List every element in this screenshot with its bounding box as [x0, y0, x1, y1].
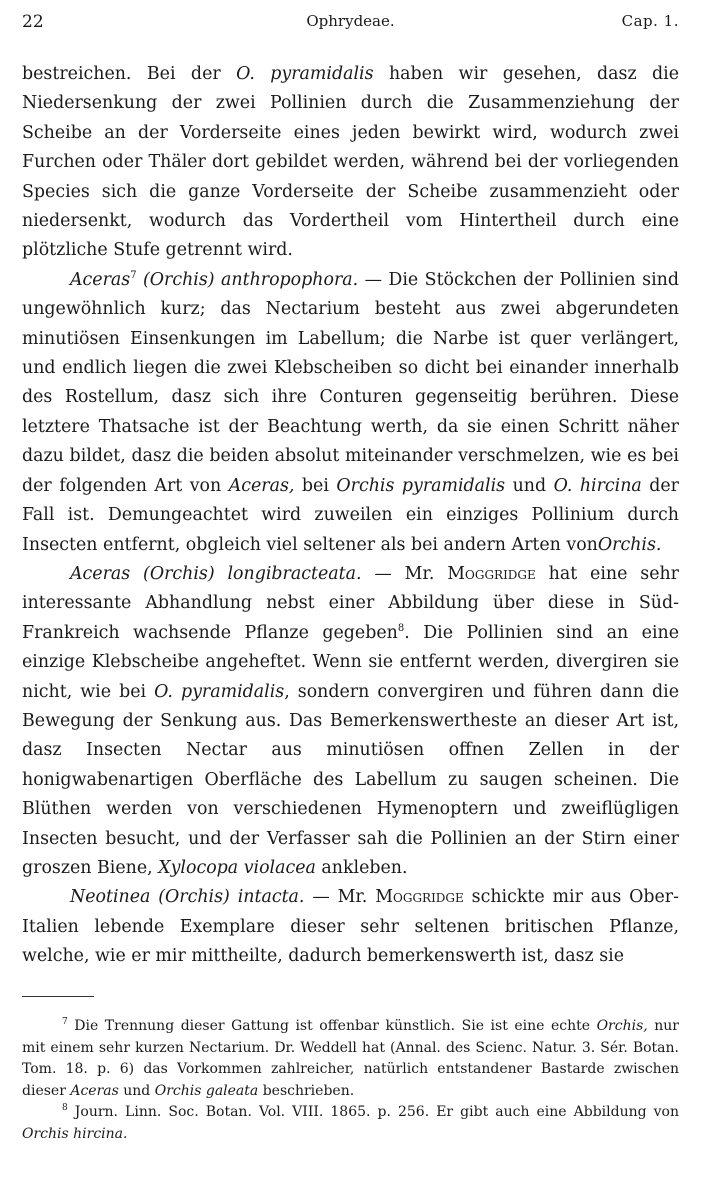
chapter-label: Cap. 1.: [621, 12, 679, 30]
paragraph-aceras-longibracteata: Aceras (Orchis) longibracteata. — Mr. Moggridge hat eine sehr interessante Abhandlung nebst einer Abbildung über diese in Süd-Frankreich wachsende Pflanze gegeben$^8$. Die Pollinien sind an eine einzige Klebscheibe angeheftet. Wenn sie entfernt werden, divergiren sie nicht, wie bei O. pyramidalis, sondern convergiren und führen dann die Bewegung der Senkung aus. Das Bemerkenswertheste an dieser Art ist, dasz Insecten Nectar aus minutiösen offnen Zellen in der honigwabenartigen Oberfläche des Labellum zu saugen scheinen. Die Blüthen werden von verschiedenen Hymenoptern und zweiflügligen Insecten besucht, und der Verfasser sah die Pollinien an der Stirn einer groszen Biene, Xylocopa violacea ankleben.: [22, 563, 679, 878]
footnote-7: $^7$ Die Trennung dieser Gattung ist offenbar künstlich. Sie ist eine echte Orchis, nur mit einem sehr kurzen Nectarium. Dr. Weddell hat (Annal. des Scienc. Natur. 3. Sér. Botan. Tom. 18. p. 6) das Vorkommen zahlreicher, natürlich entstandener Bastarde zwischen dieser Aceras und Orchis galeata beschrieben.: [22, 1017, 679, 1099]
paragraph-aceras-anthropophora: Aceras$^7$ (Orchis) anthropophora. — Die Stöckchen der Pollinien sind ungewöhnlich kurz; das Nectarium besteht aus zwei abgerundeten minutiösen Einsenkungen im Labellum; die Narbe ist quer verlängert, und endlich liegen die zwei Klebscheiben so dicht bei einander innerhalb des Rostellum, dasz sich ihre Conturen gegenseitig berühren. Diese letztere Thatsache ist der Beachtung werth, da sie einen Schritt näher dazu bildet, dasz die beiden absolut miteinander verschmelzen, wie es bei der folgenden Art von Aceras, bei Orchis pyramidalis und O. hircina der Fall ist. Demungeachtet wird zuweilen ein einziges Pollinium durch Insecten entfernt, obgleich viel seltener als bei andern Arten vonOrchis.: [22, 269, 679, 555]
paragraph-neotinea-intacta: Neotinea (Orchis) intacta. — Mr. Moggridge schickte mir aus Ober-Italien lebende Exemplare dieser sehr seltenen britischen Pflanze, welche, wie er mir mittheilte, dadurch bemerkenswerth ist, dasz sie: [22, 887, 679, 967]
page-number: 22: [22, 12, 44, 32]
footnote-ref-7[interactable]: 7: [130, 269, 137, 281]
page-header: [22, 12, 679, 38]
running-title: Ophrydeae.: [306, 12, 395, 30]
main-text: [22, 60, 679, 972]
paragraph-continuation: bestreichen. Bei der O. pyramidalis haben wir gesehen, dasz die Niedersenkung der zwei Pollinien durch die Zusammenziehung der Scheibe an der Vorderseite eines jeden bewirkt wird, wodurch zwei Furchen oder Thäler dort gebildet werden, während bei der vorliegenden Species sich die ganze Vorderseite der Scheibe zusammenzieht oder niedersenkt, wodurch das Vordertheil vom Hintertheil durch eine plötzliche Stufe getrennt wird.: [22, 64, 680, 261]
footnote-8: $^8$ Journ. Linn. Soc. Botan. Vol. VIII. 1865. p. 256. Er gibt auch eine Abbildung von Orchis hircina.: [22, 1103, 679, 1142]
footnotes: [22, 1016, 679, 1146]
footnote-divider: [22, 996, 94, 997]
footnote-ref-8[interactable]: 8: [397, 622, 405, 634]
